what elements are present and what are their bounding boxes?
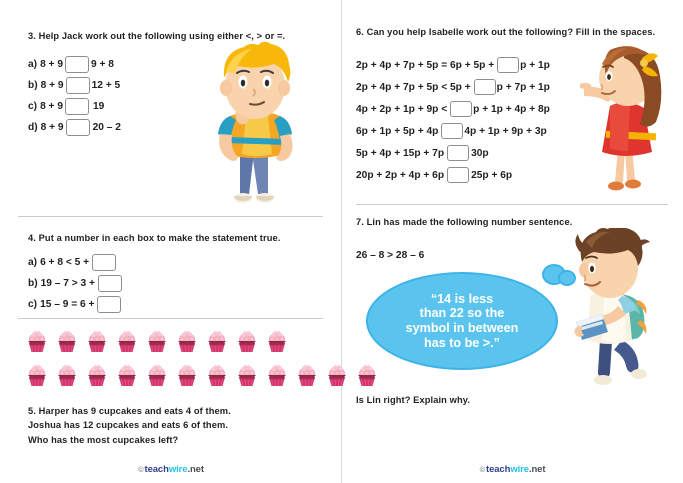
q3-c-right: 19 bbox=[93, 101, 105, 112]
q3-item-c bbox=[28, 96, 121, 117]
cupcake-icon bbox=[292, 362, 322, 390]
cupcake-icon bbox=[112, 362, 142, 390]
cupcake-group bbox=[22, 328, 382, 390]
logo-teach: teach bbox=[486, 464, 511, 475]
q6-4-answer-box[interactable] bbox=[441, 123, 463, 139]
cupcake-icon bbox=[262, 362, 292, 390]
q3-d-answer-box[interactable] bbox=[66, 119, 90, 136]
question-7-sentence bbox=[356, 250, 424, 261]
q3-b-right: 12 + 5 bbox=[91, 80, 121, 91]
question-3-items bbox=[28, 54, 121, 138]
q6-3-left: 4p + 2p + 1p + 9p < bbox=[356, 103, 448, 115]
left-divider-2 bbox=[18, 318, 323, 319]
q6-3-answer-box[interactable] bbox=[450, 101, 472, 117]
cupcake-icon bbox=[202, 362, 232, 390]
cupcake-icon bbox=[172, 328, 202, 356]
q4-c-left: 15 – 9 = 6 + bbox=[40, 299, 95, 310]
cupcake-icon bbox=[52, 328, 82, 356]
q6-item-1 bbox=[356, 54, 550, 76]
cupcake-icon bbox=[142, 362, 172, 390]
logo-wire: wire bbox=[168, 464, 188, 475]
q3-a-label: a) bbox=[28, 59, 38, 70]
q6-3-right: p + 1p + 4p + 8p bbox=[473, 103, 550, 115]
q6-item-6 bbox=[356, 164, 550, 186]
footer-logo-right[interactable] bbox=[342, 464, 683, 475]
q6-5-answer-box[interactable] bbox=[447, 145, 469, 161]
q4-item-a bbox=[28, 252, 122, 273]
q3-c-answer-box[interactable] bbox=[65, 98, 89, 115]
copyright-icon: © bbox=[138, 465, 144, 474]
cupcake-icon bbox=[142, 328, 172, 356]
question-5 bbox=[28, 404, 328, 447]
q3-c-label: c) bbox=[28, 101, 38, 112]
q3-item-b bbox=[28, 75, 121, 96]
q3-item-d bbox=[28, 117, 121, 138]
footer-logo-left[interactable] bbox=[0, 464, 342, 475]
q6-6-right: 25p + 6p bbox=[471, 169, 513, 181]
question-7-follow-up: Is Lin right? Explain why. bbox=[356, 395, 470, 405]
q6-4-left: 6p + 1p + 5p + 4p bbox=[356, 125, 439, 137]
q4-c-answer-box[interactable] bbox=[97, 296, 121, 313]
q6-2-answer-box[interactable] bbox=[474, 79, 496, 95]
q4-item-b bbox=[28, 273, 122, 294]
q6-4-right: 4p + 1p + 9p + 3p bbox=[464, 125, 547, 137]
logo-wire: wire bbox=[510, 464, 529, 475]
q3-a-right: 9 + 8 bbox=[91, 59, 114, 70]
q4-b-answer-box[interactable] bbox=[98, 275, 122, 292]
question-6-prompt: 6. Can you help Isabelle work out the following? Fill in the spaces. bbox=[356, 27, 656, 37]
cupcake-icon bbox=[82, 328, 112, 356]
q6-1-answer-box[interactable] bbox=[497, 57, 519, 73]
lin-walking-illustration bbox=[560, 228, 670, 400]
logo-net: .net bbox=[528, 464, 546, 475]
q4-a-left: 6 + 8 < 5 + bbox=[40, 257, 90, 268]
q6-item-5 bbox=[356, 142, 550, 164]
speech-bubble-tail-small bbox=[558, 270, 576, 286]
q3-a-left: 8 + 9 bbox=[40, 59, 64, 70]
question-6-items bbox=[356, 54, 550, 186]
q5-line-3: Who has the most cupcakes left? bbox=[28, 434, 179, 445]
question-7-prompt: 7. Lin has made the following number sentence. bbox=[356, 217, 573, 227]
jack-thinking-illustration bbox=[196, 42, 316, 210]
question-3-prompt: 3. Help Jack work out the following using either <, > or =. bbox=[28, 31, 286, 41]
q6-6-left: 20p + 2p + 4p + 6p bbox=[356, 169, 445, 181]
q4-c-label: c) bbox=[28, 299, 38, 310]
quote-line-2: than 22 so the bbox=[419, 306, 505, 321]
logo-teach: teach bbox=[144, 464, 169, 475]
q3-d-label: d) bbox=[28, 122, 38, 133]
q6-2-right: p + 7p + 1p bbox=[496, 81, 550, 93]
q4-b-left: 19 – 7 > 3 + bbox=[40, 278, 96, 289]
q6-6-answer-box[interactable] bbox=[447, 167, 469, 183]
cupcake-icon bbox=[262, 328, 292, 356]
cupcake-icon bbox=[22, 328, 52, 356]
q3-c-left: 8 + 9 bbox=[40, 101, 64, 112]
q3-b-answer-box[interactable] bbox=[66, 77, 90, 94]
q6-item-2 bbox=[356, 76, 550, 98]
question-4-prompt: 4. Put a number in each box to make the statement true. bbox=[28, 233, 281, 243]
cupcake-icon bbox=[232, 328, 262, 356]
q5-line-1: 5. Harper has 9 cupcakes and eats 4 of them. bbox=[28, 406, 231, 416]
q6-item-4 bbox=[356, 120, 550, 142]
cupcake-icon bbox=[202, 328, 232, 356]
q5-line-2: Joshua has 12 cupcakes and eats 6 of them. bbox=[28, 420, 229, 431]
copyright-icon: © bbox=[479, 465, 485, 474]
q7-number-sentence: 26 – 8 > 28 – 6 bbox=[356, 250, 425, 261]
q3-b-left: 8 + 9 bbox=[40, 80, 64, 91]
q6-1-right: p + 1p bbox=[520, 59, 550, 71]
q3-d-left: 8 + 9 bbox=[40, 122, 64, 133]
left-divider-1 bbox=[18, 216, 323, 217]
q3-item-a bbox=[28, 54, 121, 75]
right-page bbox=[342, 0, 683, 483]
q4-item-c bbox=[28, 294, 122, 315]
cupcake-icon bbox=[172, 362, 202, 390]
q6-5-left: 5p + 4p + 15p + 7p bbox=[356, 147, 445, 159]
cupcake-icon bbox=[112, 328, 142, 356]
logo-net: .net bbox=[187, 464, 204, 475]
quote-line-1: “14 is less bbox=[430, 291, 494, 306]
q3-b-label: b) bbox=[28, 80, 38, 91]
right-divider-1 bbox=[356, 204, 668, 205]
q6-5-right: 30p bbox=[471, 147, 489, 159]
q3-d-right: 20 – 2 bbox=[92, 122, 121, 133]
q4-b-label: b) bbox=[28, 278, 38, 289]
q3-a-answer-box[interactable] bbox=[65, 56, 89, 73]
cupcake-icon bbox=[232, 362, 262, 390]
isabelle-pointing-illustration bbox=[580, 44, 680, 196]
cupcake-row-harper bbox=[22, 328, 382, 356]
speech-bubble bbox=[366, 272, 558, 370]
q6-2-left: 2p + 4p + 7p + 5p < 5p + bbox=[356, 81, 471, 93]
question-4-items bbox=[28, 252, 122, 315]
q4-a-answer-box[interactable] bbox=[92, 254, 116, 271]
quote-line-4: has to be >.” bbox=[424, 335, 500, 350]
cupcake-icon bbox=[82, 362, 112, 390]
cupcake-icon bbox=[22, 362, 52, 390]
cupcake-row-joshua bbox=[22, 362, 382, 390]
q4-a-label: a) bbox=[28, 257, 38, 268]
quote-line-3: symbol in between bbox=[405, 321, 519, 335]
q6-item-3 bbox=[356, 98, 550, 120]
q6-1-left: 2p + 4p + 7p + 5p = 6p + 5p + bbox=[356, 59, 495, 71]
cupcake-icon bbox=[52, 362, 82, 390]
